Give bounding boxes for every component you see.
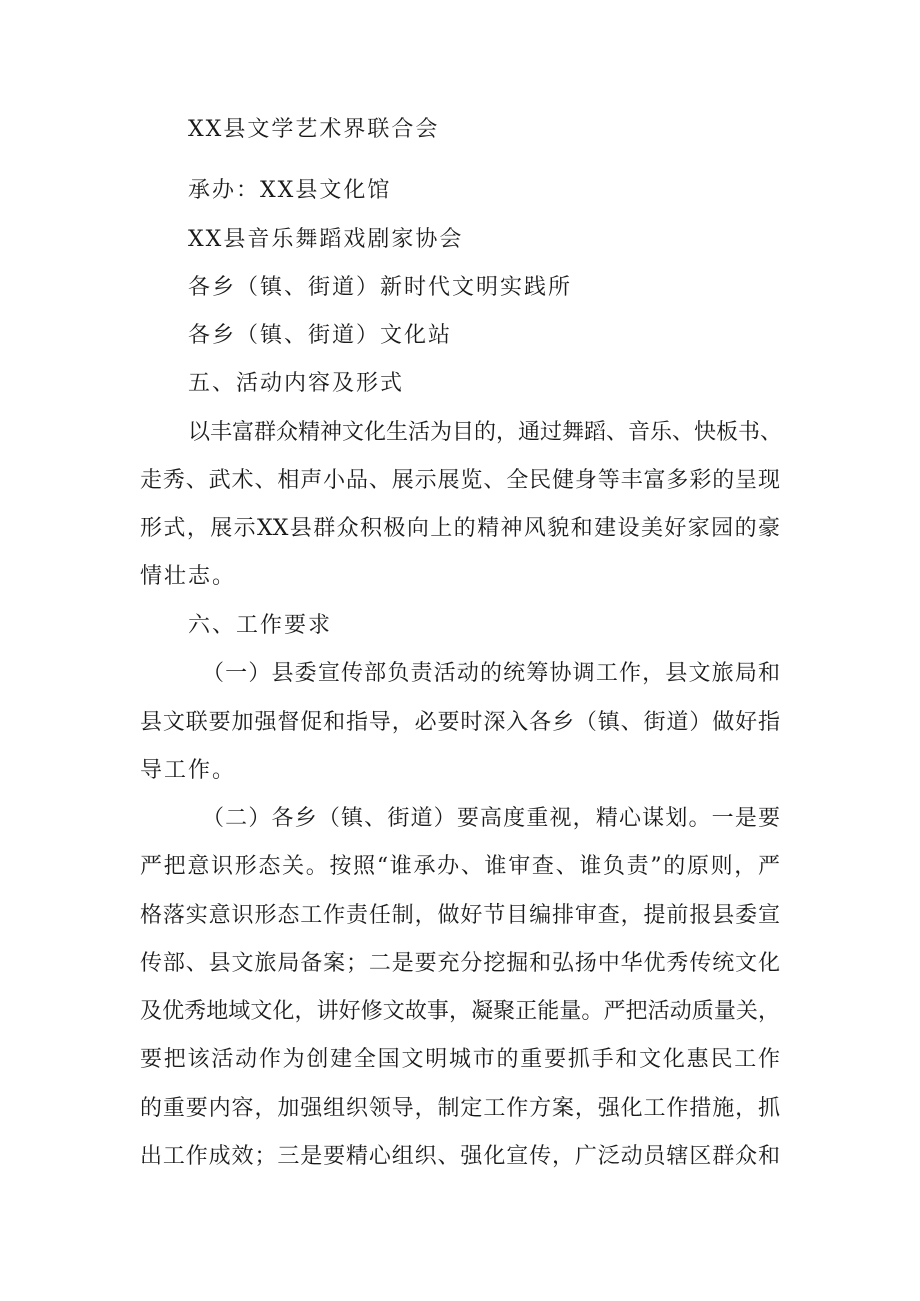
paragraph-line: 传部、县文旅局备案；二是要充分挖掘和弘扬中华优秀传统文化 <box>140 951 780 976</box>
association-line: XX县音乐舞蹈戏剧家协会 <box>188 227 464 252</box>
section-heading-5: 五、活动内容及形式 <box>188 371 405 396</box>
paragraph-line: 格落实意识形态工作责任制，做好节目编排审查，提前报县委宣 <box>140 903 780 928</box>
paragraph-line: 情壮志。 <box>140 564 237 589</box>
paragraph-line: 导工作。 <box>140 758 237 783</box>
paragraph-line: 及优秀地域文化，讲好修文故事，凝聚正能量。严把活动质量关， <box>140 999 780 1024</box>
section-heading-6: 六、工作要求 <box>188 613 333 638</box>
paragraph-line: 县文联要加强督促和指导，必要时深入各乡（镇、街道）做好指 <box>140 710 780 735</box>
practice-station-line: 各乡（镇、街道）新时代文明实践所 <box>188 275 573 300</box>
paragraph-line: （二）各乡（镇、街道）要高度重视，精心谋划。一是要 <box>202 806 780 831</box>
paragraph-line: 走秀、武术、相声小品、展示展览、全民健身等丰富多彩的呈现 <box>140 468 780 493</box>
paragraph-line: 形式，展示XX县群众积极向上的精神风貌和建设美好家园的豪 <box>140 516 780 541</box>
paragraph-line: 出工作成效；三是要精心组织、强化宣传，广泛动员辖区群众和 <box>140 1144 780 1169</box>
paragraph-line: 要把该活动作为创建全国文明城市的重要抓手和文化惠民工作 <box>140 1047 780 1072</box>
paragraph-line: 的重要内容，加强组织领导，制定工作方案，强化工作措施，抓 <box>140 1096 780 1121</box>
paragraph-line: （一）县委宣传部负责活动的统筹协调工作，县文旅局和 <box>202 661 780 686</box>
paragraph-line: 严把意识形态关。按照“谁承办、谁审查、谁负责”的原则，严 <box>140 854 780 879</box>
culture-station-line: 各乡（镇、街道）文化站 <box>188 323 453 348</box>
organizer-line: XX县文学艺术界联合会 <box>188 117 440 142</box>
paragraph-line: 以丰富群众精神文化生活为目的，通过舞蹈、音乐、快板书、 <box>188 420 783 445</box>
host-line: 承办：XX县文化馆 <box>188 178 392 203</box>
